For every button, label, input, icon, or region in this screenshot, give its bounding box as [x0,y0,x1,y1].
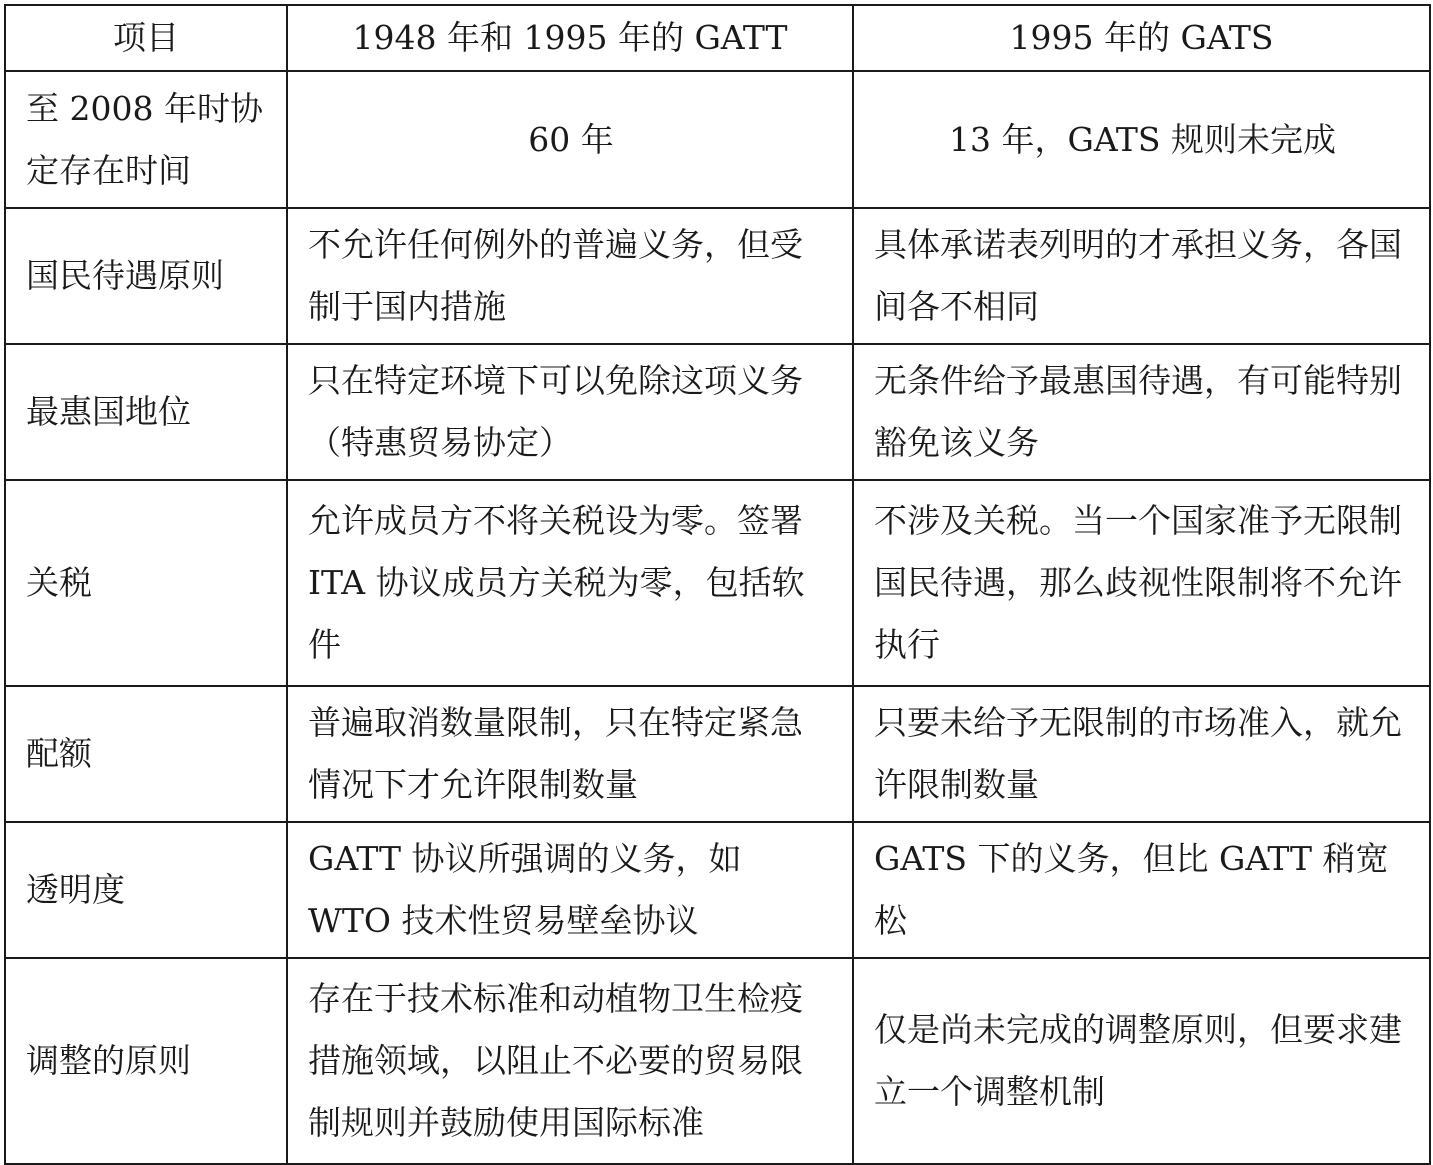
row-gats-duration: 13 年，GATS 规则未完成 [853,71,1430,208]
comparison-table [4,4,1431,1165]
row-gats-national-treatment: 具体承诺表列明的才承担义务，各国间各不相同 [853,208,1430,344]
row-gats-harmonization: 仅是尚未完成的调整原则，但要求建立一个调整机制 [853,958,1430,1164]
row-gats-mfn: 无条件给予最惠国待遇，有可能特别豁免该义务 [853,344,1430,480]
table-row [5,344,1430,480]
row-gatt-mfn: 只在特定环境下可以免除这项义务（特惠贸易协定） [287,344,853,480]
row-gatt-harmonization: 存在于技术标准和动植物卫生检疫措施领域，以阻止不必要的贸易限制规则并鼓励使用国际标准 [287,958,853,1164]
header-gats: 1995 年的 GATS [853,5,1430,71]
row-item-mfn: 最惠国地位 [5,344,287,480]
row-gats-transparency: GATS 下的义务，但比 GATT 稍宽松 [853,822,1430,958]
header-row [5,5,1430,71]
row-item-duration: 至 2008 年时协定存在时间 [5,71,287,208]
table-body [5,71,1430,1164]
row-gatt-transparency: GATT 协议所强调的义务，如 WTO 技术性贸易壁垒协议 [287,822,853,958]
row-gats-tariff: 不涉及关税。当一个国家准予无限制国民待遇，那么歧视性限制将不允许执行 [853,480,1430,686]
row-gatt-tariff: 允许成员方不将关税设为零。签署 ITA 协议成员方关税为零，包括软件 [287,480,853,686]
table-row [5,958,1430,1164]
table-row [5,822,1430,958]
row-gatt-quota: 普遍取消数量限制，只在特定紧急情况下才允许限制数量 [287,686,853,822]
table-row [5,208,1430,344]
table-row [5,480,1430,686]
row-item-tariff: 关税 [5,480,287,686]
row-item-quota: 配额 [5,686,287,822]
table-row [5,71,1430,208]
table-header [5,5,1430,71]
header-gatt: 1948 年和 1995 年的 GATT [287,5,853,71]
row-item-harmonization: 调整的原则 [5,958,287,1164]
row-gatt-duration: 60 年 [287,71,853,208]
table-row [5,686,1430,822]
header-item: 项目 [5,5,287,71]
row-gatt-national-treatment: 不允许任何例外的普遍义务，但受制于国内措施 [287,208,853,344]
row-item-transparency: 透明度 [5,822,287,958]
row-item-national-treatment: 国民待遇原则 [5,208,287,344]
row-gats-quota: 只要未给予无限制的市场准入，就允许限制数量 [853,686,1430,822]
